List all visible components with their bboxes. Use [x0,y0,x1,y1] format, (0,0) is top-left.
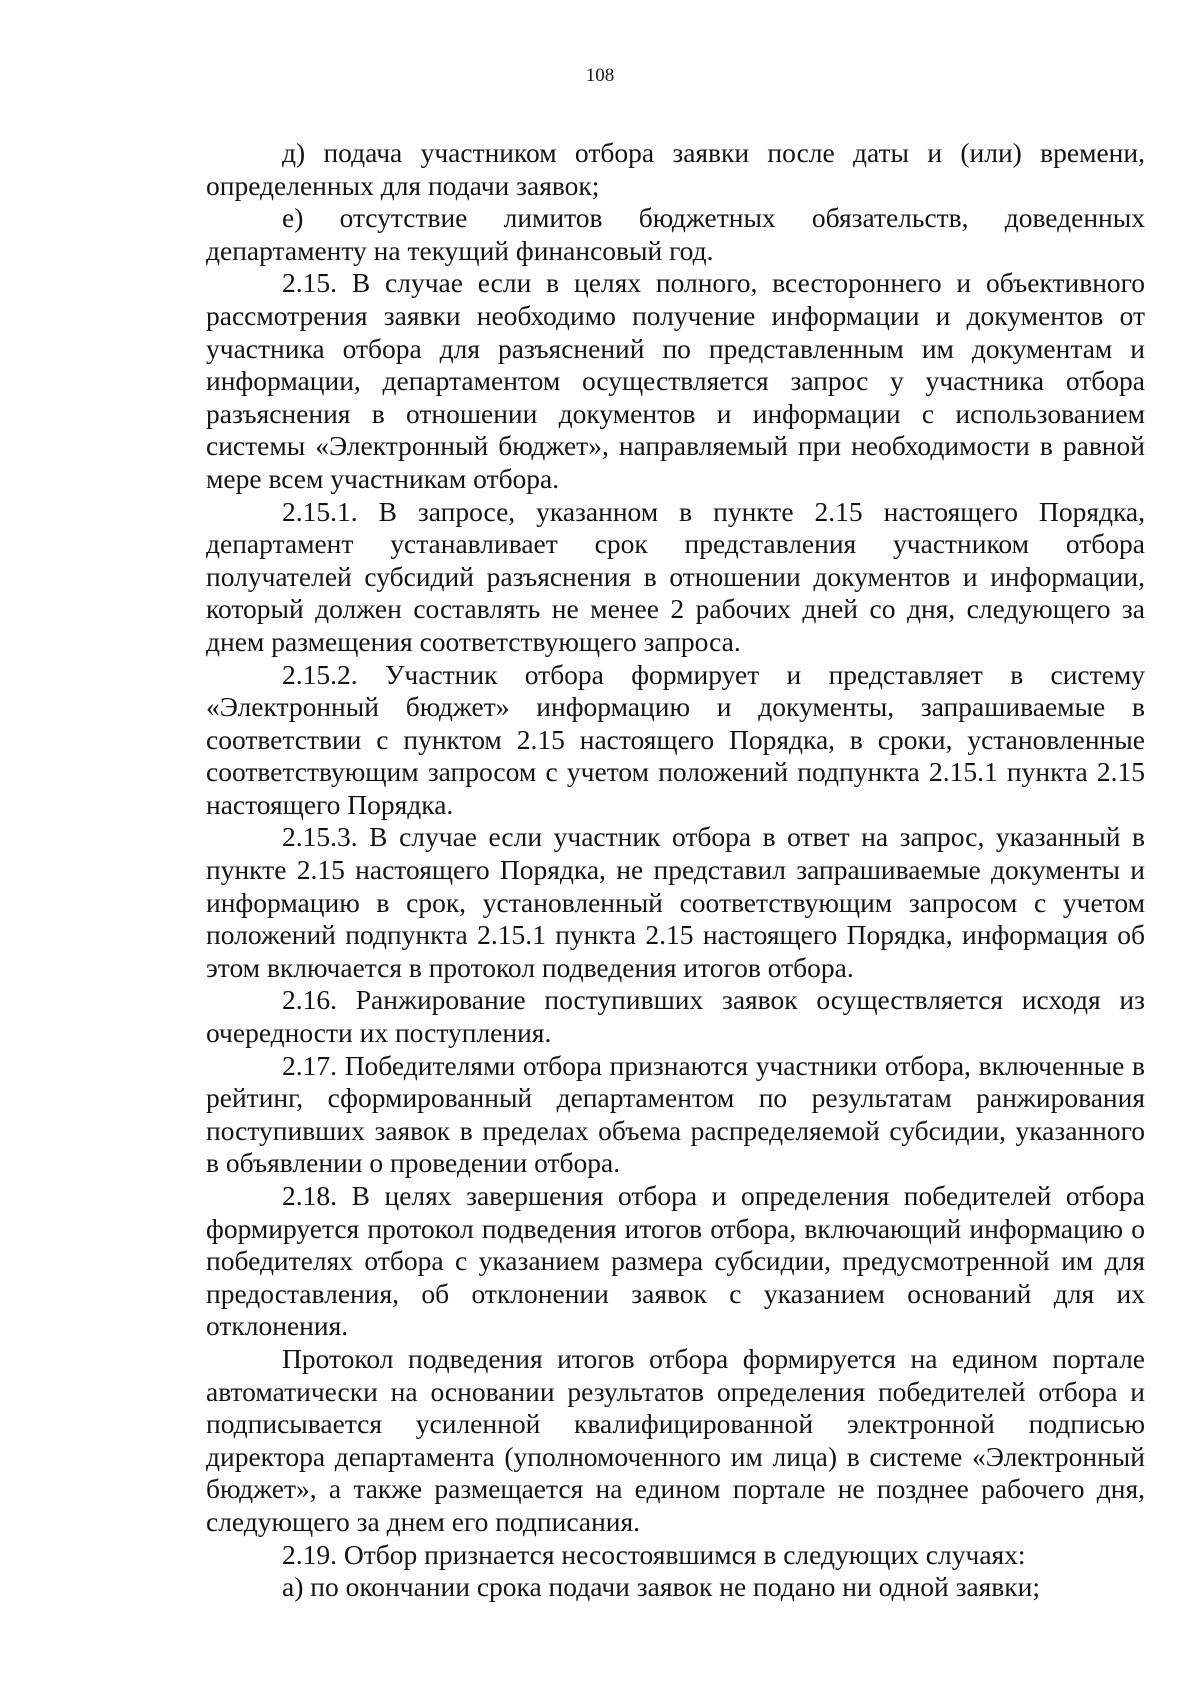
paragraph-2-15-1: 2.15.1. В запросе, указанном в пункте 2.15 настоящего Порядка, департамент устанавливает срок представления участником отбора получателей субсидий разъяснения в отношении документов и информации, который должен составлять не менее 2 рабочих дней со дня, следующего за днем размещения соответствующего запроса. [206,495,1145,657]
paragraph-2-15-3: 2.15.3. В случае если участник отбора в ответ на запрос, указанный в пункте 2.15 настоящего Порядка, не представил запрашиваемые документы и информацию в срок, установленный соответствующим запросом с учетом положений подпункта 2.15.1 пункта 2.15 настоящего Порядка, информация об этом включается в протокол подведения итогов отбора. [206,821,1145,983]
paragraph-2-16: 2.16. Ранжирование поступивших заявок осуществляется исходя из очередности их поступления. [206,984,1145,1049]
paragraph-2-15: 2.15. В случае если в целях полного, всестороннего и объективного рассмотрения заявки необходимо получение информации и документов от участника отбора для разъяснений по представленным им документам и информации, департаментом осуществляется запрос у участника отбора разъяснения в отношении документов и информации с использованием системы «Электронный бюджет», направляемый при необходимости в равной мере всем участникам отбора. [206,267,1145,494]
paragraph-item-a: а) по окончании срока подачи заявок не подано ни одной заявки; [282,1571,1040,1603]
document-body [206,137,1145,1604]
paragraph-item-e: е) отсутствие лимитов бюджетных обязательств, доведенных департаменту на текущий финансовый год. [206,202,1145,266]
page-number: 108 [585,65,615,86]
paragraph-item-d: д) подача участником отбора заявки после даты и (или) времени, определенных для подачи заявок; [206,137,1145,201]
paragraph-2-17: 2.17. Победителями отбора признаются участники отбора, включенные в рейтинг, сформированный департаментом по результатам ранжирования поступивших заявок в пределах объема распределяемой субсидии, указанного в объявлении о проведении отбора. [206,1049,1145,1179]
paragraph-2-18: 2.18. В целях завершения отбора и определения победителей отбора формируется протокол подведения итогов отбора, включающий информацию о победителях отбора с указанием размера субсидии, предусмотренной им для предоставления, об отклонении заявок с указанием оснований для их отклонения. [206,1180,1145,1342]
paragraph-protocol: Протокол подведения итогов отбора формируется на едином портале автоматически на основании результатов определения победителей отбора и подписывается усиленной квалифицированной электронной подписью директора департамента (уполномоченного им лица) в системе «Электронный бюджет», а также размещается на едином портале не позднее рабочего дня, следующего за днем его подписания. [206,1342,1145,1537]
paragraph-2-19: 2.19. Отбор признается несостоявшимся в следующих случаях: [282,1538,1026,1570]
paragraph-2-15-2: 2.15.2. Участник отбора формирует и представляет в систему «Электронный бюджет» информацию и документы, запрашиваемые в соответствии с пунктом 2.15 настоящего Порядка, в сроки, установленные соответствующим запросом с учетом положений подпункта 2.15.1 пункта 2.15 настоящего Порядка. [206,658,1145,820]
